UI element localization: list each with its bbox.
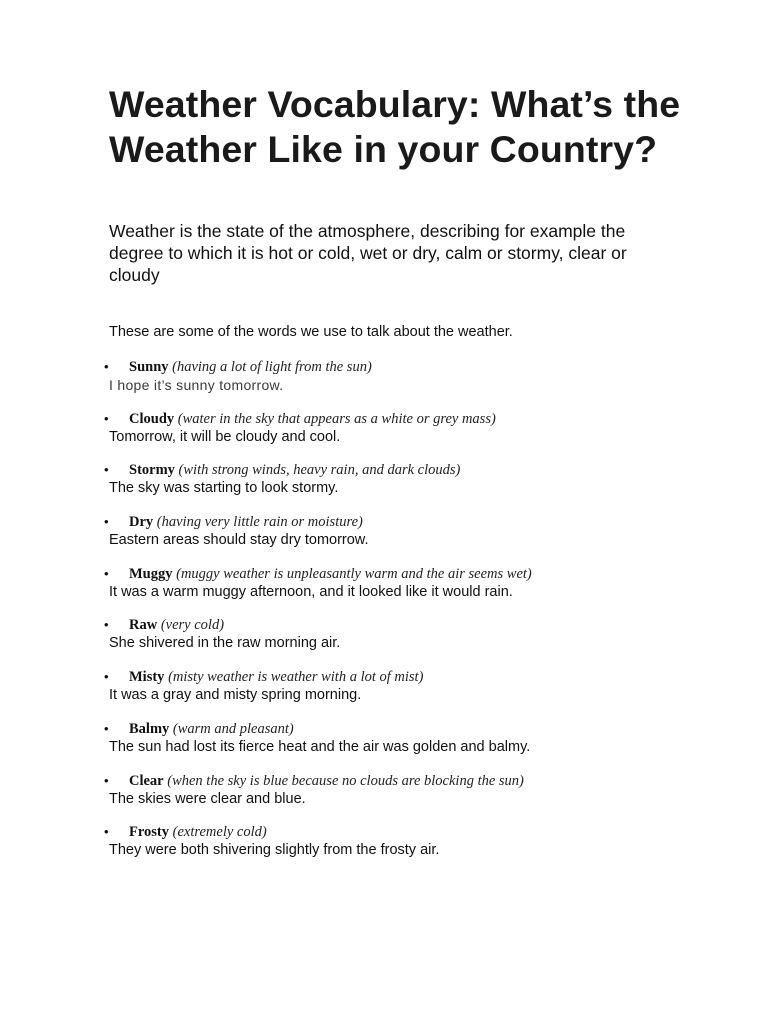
bullet-icon: • xyxy=(104,410,109,426)
lead-sentence: These are some of the words we use to talk about the weather. xyxy=(109,324,513,340)
term-line xyxy=(104,822,267,842)
term: Misty xyxy=(129,669,165,686)
term: Balmy xyxy=(129,720,170,737)
vocabulary-item xyxy=(0,719,768,771)
term: Frosty xyxy=(129,824,170,841)
term-line xyxy=(104,357,372,377)
example-sentence: Tomorrow, it will be cloudy and cool. xyxy=(109,428,341,445)
example-sentence: I hope it’s sunny tomorrow. xyxy=(109,377,284,393)
example-sentence: It was a warm muggy afternoon, and it looked like it would rain. xyxy=(109,583,513,600)
definition: (misty weather is weather with a lot of mist) xyxy=(168,669,424,686)
vocabulary-item xyxy=(0,564,768,616)
definition: (water in the sky that appears as a white or grey mass) xyxy=(177,410,496,427)
definition: (with strong winds, heavy rain, and dark clouds) xyxy=(178,462,461,479)
page-title: Weather Vocabulary: What’s the Weather Like in your Country? xyxy=(109,83,681,170)
term: Stormy xyxy=(129,462,175,479)
example-sentence: The skies were clear and blue. xyxy=(109,790,306,807)
definition: (warm and pleasant) xyxy=(172,720,294,737)
term-line xyxy=(104,564,532,584)
definition: (muggy weather is unpleasantly warm and the air seems wet) xyxy=(176,565,532,582)
vocabulary-item xyxy=(0,409,768,461)
vocabulary-item xyxy=(0,667,768,719)
vocabulary-list xyxy=(0,357,768,874)
vocabulary-item xyxy=(0,771,768,823)
term-line xyxy=(104,667,423,687)
term-line xyxy=(104,719,294,739)
bullet-icon: • xyxy=(104,669,109,685)
definition: (having a lot of light from the sun) xyxy=(172,359,372,375)
term-line xyxy=(104,771,524,791)
example-sentence: The sky was starting to look stormy. xyxy=(109,480,339,497)
vocabulary-item xyxy=(0,822,768,874)
example-sentence: It was a gray and misty spring morning. xyxy=(109,687,362,704)
vocabulary-item xyxy=(0,357,768,409)
example-sentence: They were both shivering slightly from the frosty air. xyxy=(109,842,440,859)
vocabulary-item xyxy=(0,615,768,667)
example-sentence: She shivered in the raw morning air. xyxy=(109,635,341,652)
definition: (very cold) xyxy=(160,617,225,634)
definition: (extremely cold) xyxy=(172,824,267,841)
example-sentence: The sun had lost its fierce heat and the air was golden and balmy. xyxy=(109,738,531,755)
bullet-icon: • xyxy=(104,565,109,581)
term: Muggy xyxy=(129,565,173,582)
bullet-icon: • xyxy=(104,359,109,374)
example-sentence: Eastern areas should stay dry tomorrow. xyxy=(109,532,369,549)
bullet-icon: • xyxy=(104,720,109,736)
term: Sunny xyxy=(129,359,169,375)
bullet-icon: • xyxy=(104,462,109,478)
term-line xyxy=(104,409,496,429)
bullet-icon: • xyxy=(104,772,109,788)
term: Cloudy xyxy=(129,410,175,427)
vocabulary-item xyxy=(0,460,768,512)
intro-paragraph: Weather is the state of the atmosphere, describing for example the degree to which it is hot or cold, wet or dry, calm or stormy, clear or cloudy xyxy=(109,221,627,285)
term-line xyxy=(104,512,363,532)
term-line xyxy=(104,460,460,480)
definition: (when the sky is blue because no clouds are blocking the sun) xyxy=(167,772,524,789)
vocabulary-item xyxy=(0,512,768,564)
bullet-icon: • xyxy=(104,514,109,530)
term: Clear xyxy=(129,772,164,789)
term-line xyxy=(104,615,224,635)
definition: (having very little rain or moisture) xyxy=(156,514,363,531)
term: Dry xyxy=(129,514,154,531)
bullet-icon: • xyxy=(104,617,109,633)
bullet-icon: • xyxy=(104,824,109,840)
term: Raw xyxy=(129,617,158,634)
